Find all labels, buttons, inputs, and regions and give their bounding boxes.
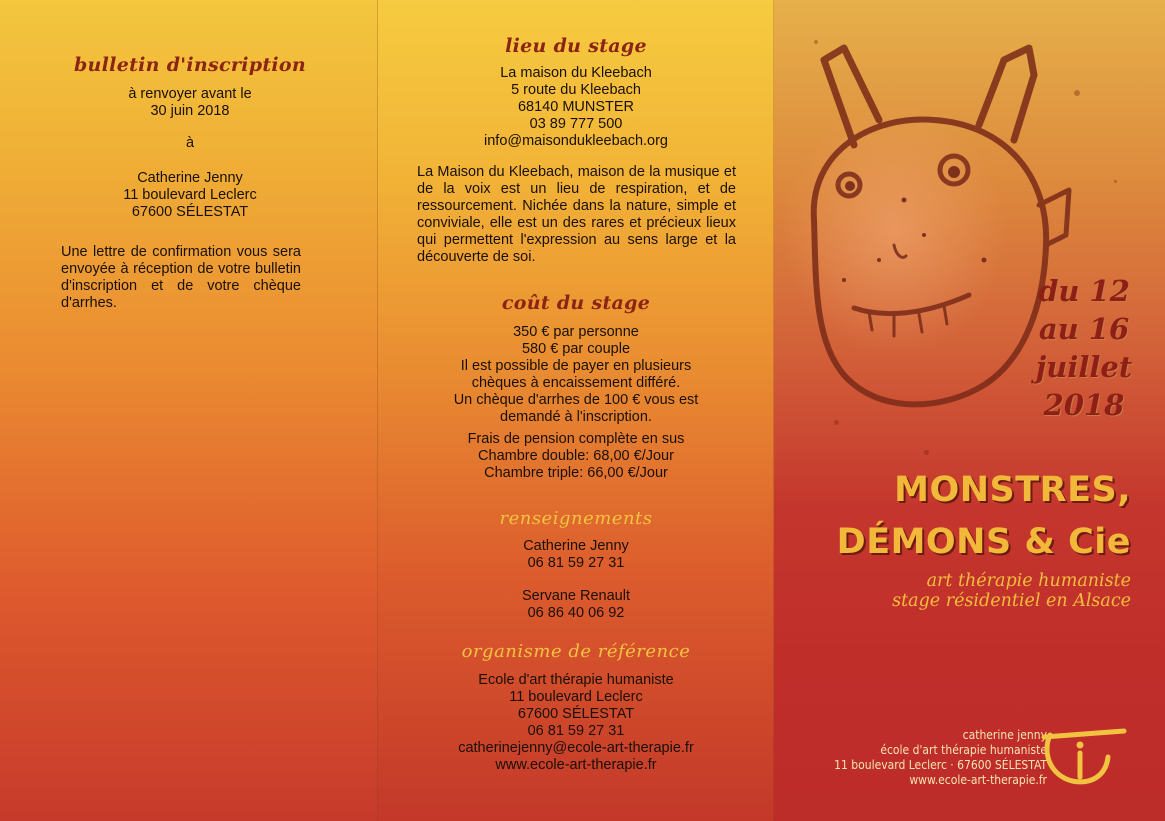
- price-couple: 580 € par couple: [521, 341, 631, 357]
- organisme-phone: 06 81 59 27 31: [527, 723, 625, 739]
- confirmation-text: Une lettre de confirmation vous sera envoyée à réception de votre bulletin d'inscription et de votre chèque d'arrhes.: [61, 244, 301, 311]
- school-logo-icon: [1036, 723, 1132, 789]
- contact-phone: 06 86 40 06 92: [527, 605, 625, 621]
- address-city: 67600 SÉLESTAT: [131, 204, 249, 220]
- lieu-description: La Maison du Kleebach, maison de la musique et de la voix est un lieu de respiration, et de ressourcement. Nichée dans la nature, simple et conviviale, elle est un des rares et précieux lieux qui permettent l'expression au sens large et la découverte de soi.: [417, 164, 736, 265]
- room-double: Chambre double: 68,00 €/Jour: [478, 448, 674, 464]
- return-line: à renvoyer avant le: [128, 86, 252, 102]
- renseignements-contacts: [418, 538, 734, 622]
- price-person: 350 € par personne: [513, 324, 639, 340]
- event-dates: [994, 272, 1165, 424]
- to-label: à: [185, 135, 195, 151]
- date-start: du 12: [1038, 274, 1130, 308]
- contact-line: 11 boulevard Leclerc · 67600 SÉLESTAT: [834, 758, 1047, 772]
- lieu-heading: lieu du stage: [505, 35, 647, 57]
- payment-note: chèques à encaissement différé.: [471, 375, 681, 391]
- deposit-note: Un chèque d'arrhes de 100 € vous est: [453, 392, 699, 408]
- date-month: juillet: [1035, 350, 1133, 384]
- bulletin-heading: bulletin d'inscription: [73, 54, 307, 76]
- organisme-line: 67600 SÉLESTAT: [517, 706, 635, 722]
- panel-middle: [378, 0, 774, 821]
- contact-phone: 06 81 59 27 31: [527, 555, 625, 571]
- return-instructions: [40, 86, 340, 120]
- address-name: Catherine Jenny: [137, 170, 243, 186]
- lieu-line: 5 route du Kleebach: [511, 82, 641, 98]
- cout-heading: coût du stage: [501, 292, 651, 314]
- contact-name: Servane Renault: [521, 588, 630, 604]
- footer-contact: [834, 728, 1047, 788]
- payment-note: Il est possible de payer en plusieurs: [460, 358, 692, 374]
- panel-right: [774, 0, 1165, 821]
- contact-line: école d'art thérapie humaniste: [880, 743, 1047, 757]
- address-street: 11 boulevard Leclerc: [123, 187, 257, 203]
- organisme-website: www.ecole-art-therapie.fr: [495, 757, 657, 773]
- pension-note: Frais de pension complète en sus: [467, 431, 685, 447]
- lieu-email: info@maisondukleebach.org: [484, 133, 668, 149]
- date-end: au 16: [1038, 312, 1130, 346]
- mailing-address: [40, 170, 340, 221]
- contact-line: www.ecole-art-therapie.fr: [909, 773, 1047, 787]
- organisme-heading: organisme de référence: [461, 641, 691, 662]
- renseignements-heading: renseignements: [499, 508, 653, 529]
- organisme-line: 11 boulevard Leclerc: [509, 689, 643, 705]
- cout-details: [408, 324, 744, 482]
- subtitle-line: art thérapie humaniste: [926, 571, 1131, 591]
- return-date: 30 juin 2018: [150, 103, 230, 119]
- lieu-address: [418, 65, 734, 150]
- organisme-details: [408, 672, 744, 774]
- contact-line: catherine jenny: [962, 728, 1047, 742]
- panel-left: [0, 0, 378, 821]
- organisme-line: Ecole d'art thérapie humaniste: [478, 672, 674, 688]
- event-title-line1: MONSTRES,: [894, 470, 1131, 510]
- event-title-line2: DÉMONS & Cie: [836, 522, 1131, 562]
- lieu-line: La maison du Kleebach: [500, 65, 652, 81]
- organisme-email: catherinejenny@ecole-art-therapie.fr: [458, 740, 694, 756]
- lieu-line: 68140 MUNSTER: [517, 99, 635, 115]
- lieu-phone: 03 89 777 500: [529, 116, 623, 132]
- event-subtitle: [892, 571, 1131, 611]
- deposit-note: demandé à l'inscription.: [500, 409, 652, 425]
- room-triple: Chambre triple: 66,00 €/Jour: [484, 465, 668, 481]
- contact-name: Catherine Jenny: [523, 538, 629, 554]
- subtitle-line: stage résidentiel en Alsace: [892, 591, 1131, 611]
- date-year: 2018: [1043, 388, 1125, 422]
